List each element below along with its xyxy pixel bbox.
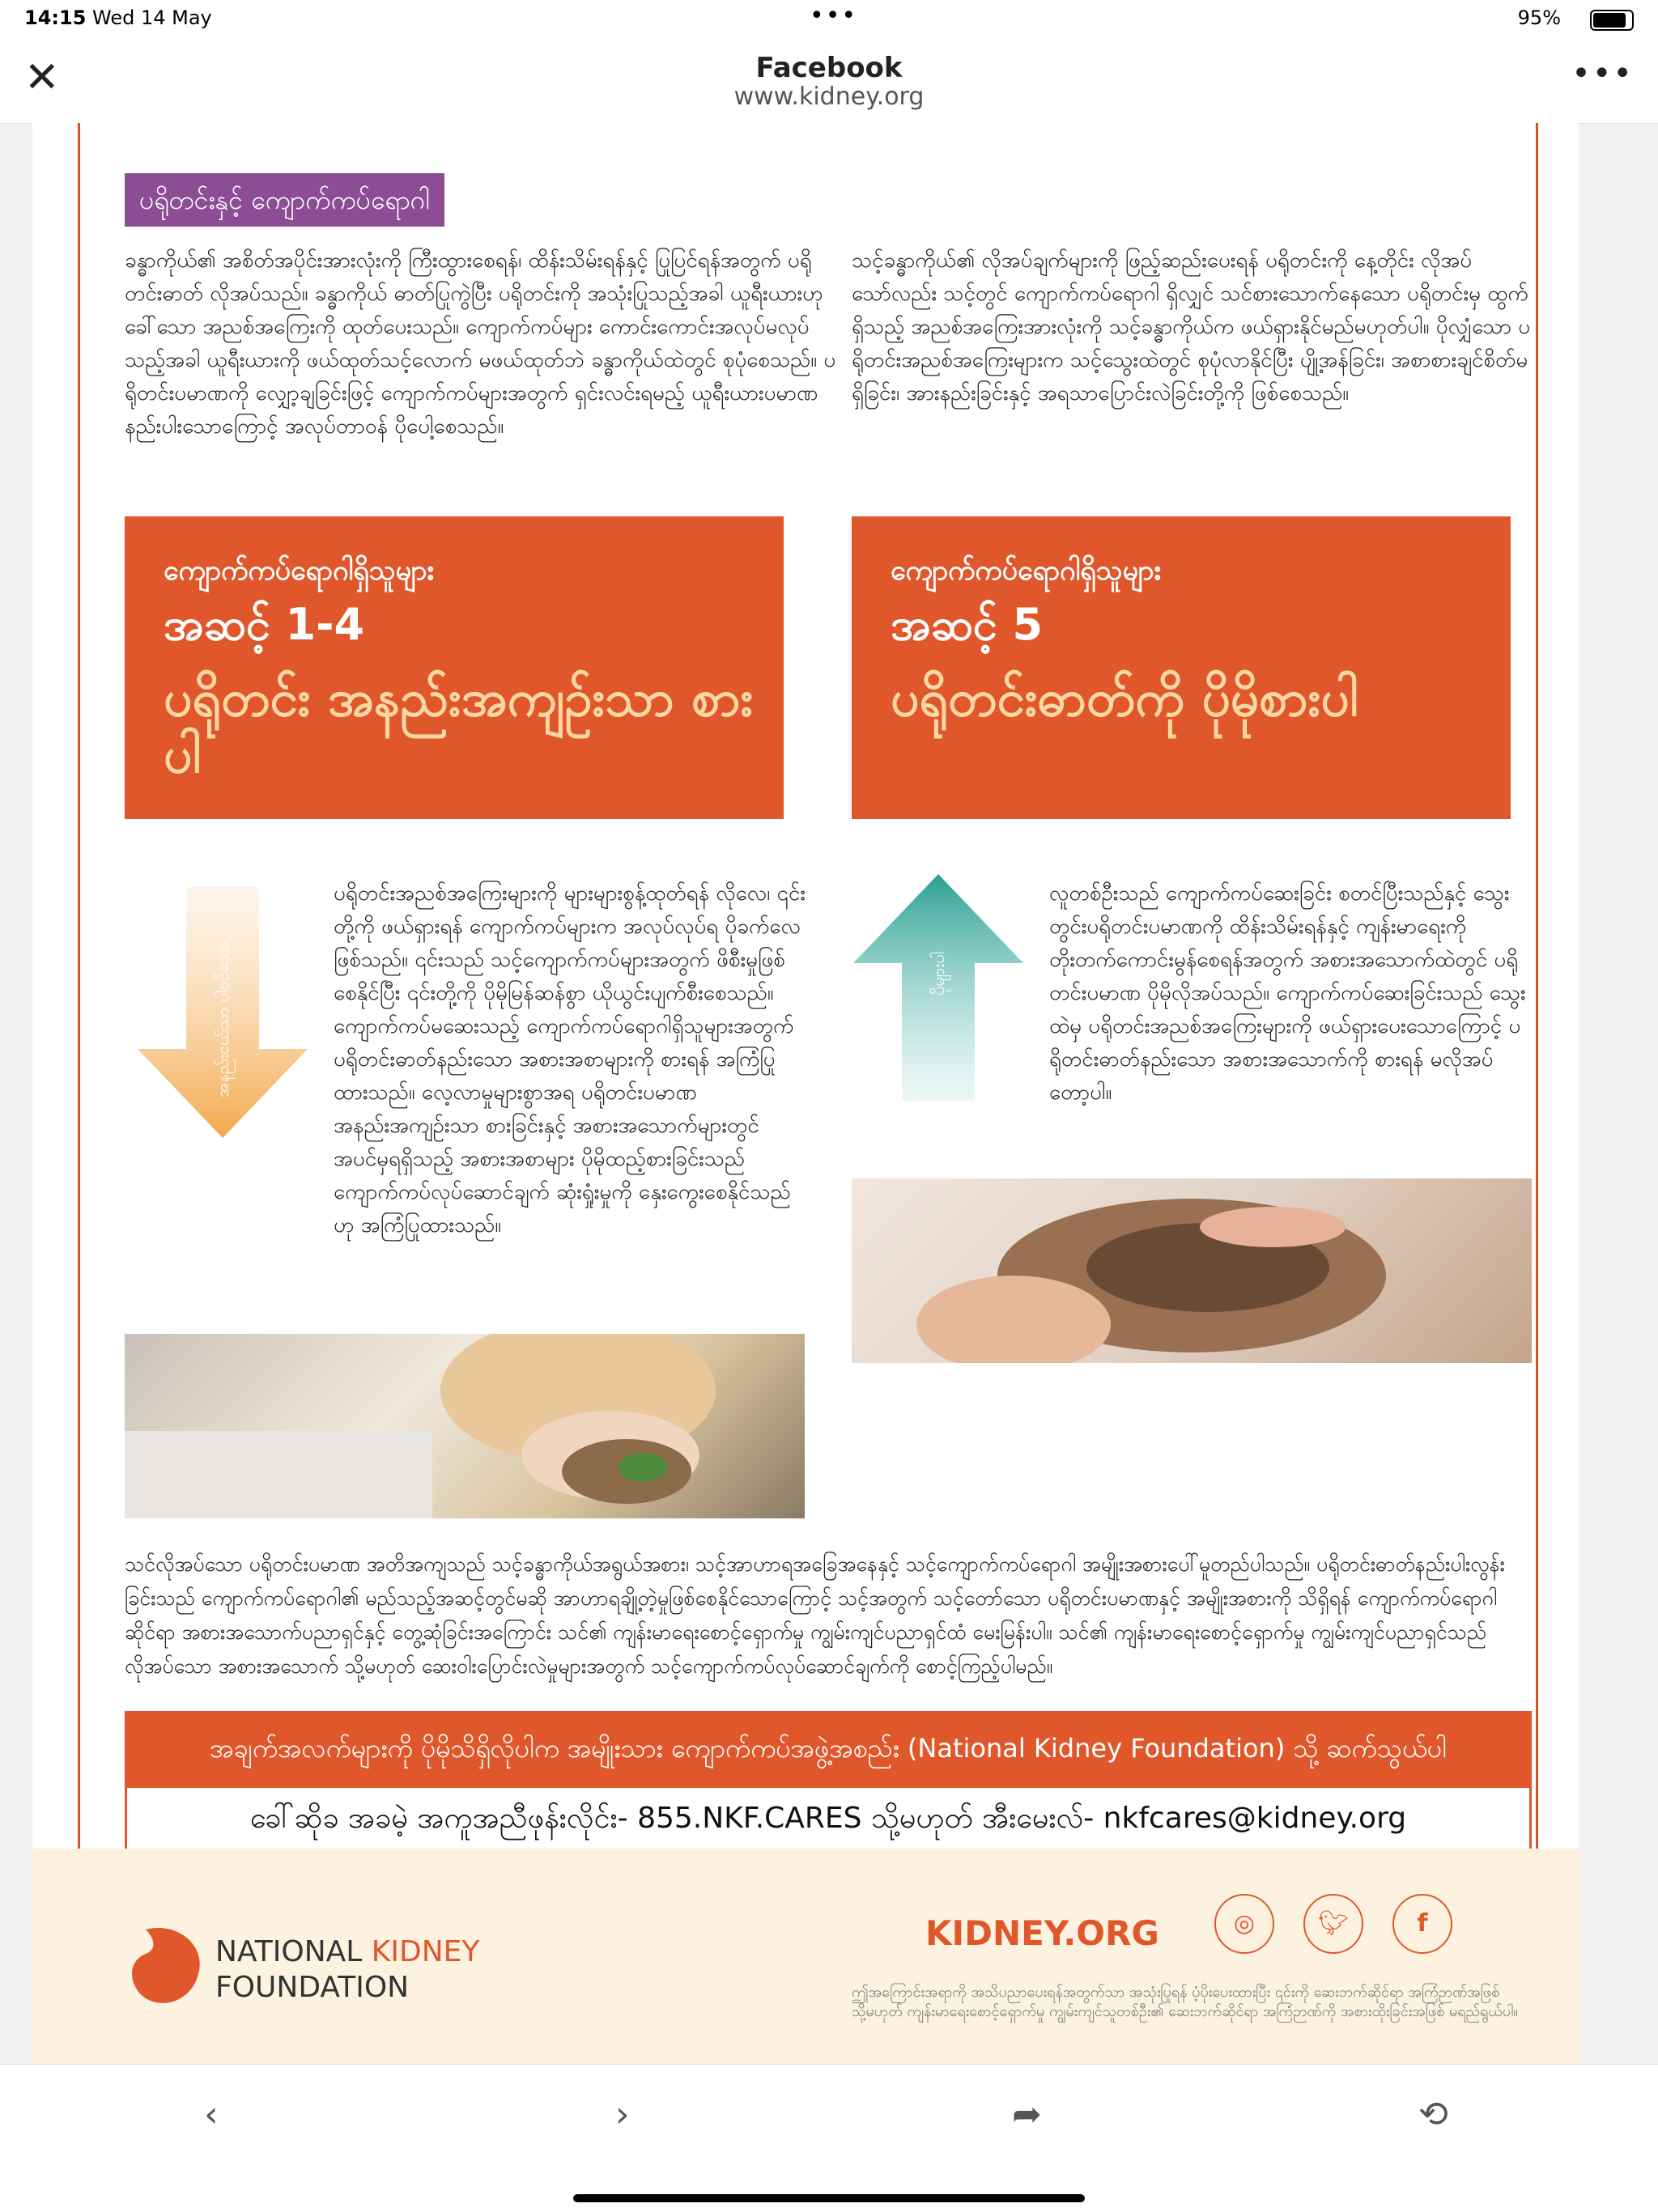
multitasking-dots[interactable]: ••• bbox=[810, 2, 858, 30]
stage-1-4-box bbox=[125, 516, 784, 819]
box-right-subtitle: ကျောက်ကပ်ရောဂါရှိသူများ bbox=[891, 554, 1162, 587]
intro-left-text: ခန္ဓာကိုယ်၏ အစိတ်အပိုင်းအားလုံးကို ကြီးထွားစေရန်၊ ထိန်းသိမ်းရန်နှင့် ပြုပြင်ရန်အတွက် ပရိုတင်းဓာတ် လိုအပ်သည်။ ခန္ဓာကိုယ် ဓာတ်ပြုကွဲပြီး ပရိုတင်းကို အသုံးပြုသည့်အခါ ယူရီးယားဟုခေါ်သော အညစ်အကြေးကို ထုတ်ပေးသည်။ ကျောက်ကပ်များ ကောင်းကောင်းအလုပ်မလုပ်သည့်အခါ ယူရီးယားကို ဖယ်ထုတ်သင့်လောက် မဖယ်ထုတ်ဘဲ ခန္ဓာကိုယ်ထဲတွင် စုပုံစေသည်။ ပရိုတင်းပမာဏကို လျှော့ချခြင်းဖြင့် ကျောက်ကပ်များအတွက် ရှင်းလင်းရမည့် ယူရီးယားပမာဏ နည်းပါးသောကြောင့် အလုပ်တာဝန် ပိုပေါ့စေသည်။ bbox=[125, 248, 836, 439]
stage-5-text: လူတစ်ဦးသည် ကျောက်ကပ်ဆေးခြင်း စတင်ပြီးသည်နှင့် သွေးတွင်းပရိုတင်းပမာဏကို ထိန်းသိမ်းရန်နှင့် ကျန်းမာရေးကို တိုးတက်ကောင်းမွန်စေရန်အတွက် အစားအသောက်ထဲတွင် ပရိုတင်းပမာဏ ပိုမိုလိုအပ်သည်။ ကျောက်ကပ်ဆေးခြင်းသည် သွေးထဲမှ ပရိုတင်းအညစ်အကြေးများကို ဖယ်ရှားပေးသောကြောင့် ပရိုတင်းဓာတ်နည်းသော အစားအသောက်ကို စားရန် မလိုအပ်တော့ပါ။ bbox=[1049, 881, 1526, 1105]
browser-header bbox=[0, 39, 1658, 124]
history-icon[interactable]: ⟲ bbox=[1418, 2094, 1448, 2135]
back-icon[interactable]: ‹ bbox=[204, 2094, 219, 2135]
status-date: Wed 14 May bbox=[92, 6, 212, 29]
instagram-icon[interactable]: ◎ bbox=[1214, 1894, 1274, 1954]
home-indicator[interactable] bbox=[573, 2194, 1085, 2202]
woman-eating-photo bbox=[125, 1334, 805, 1518]
kidney-org-link[interactable]: KIDNEY.ORG bbox=[925, 1913, 1159, 1953]
arrow-right-label: ပိုများပါ bbox=[929, 951, 948, 996]
page-title: Facebook bbox=[755, 52, 903, 84]
disclaimer-text: ဤအကြောင်းအရာကို အသိပညာပေးရန်အတွက်သာ အသုံးပြုရန် ပံ့ပိုးပေးထားပြီး ၎င်းကို ဆေးဘက်ဆိုင်ရာ အကြံဉာဏ်အဖြစ် သို့မဟုတ် ကျန်းမာရေးစောင့်ရှောက်မှု ကျွမ်းကျင်သူတစ်ဦး၏ ဆေးဘက်ဆိုင်ရာ အကြံဉာဏ်ကို အစားထိုးခြင်းအဖြစ် မရည်ရွယ်ပါ။ bbox=[852, 1984, 1518, 2020]
box-right-headline: ပရိုတင်းဓာတ်ကို ပိုမိုစားပါ bbox=[891, 669, 1358, 728]
contact-banner: အချက်အလက်များကို ပိုမိုသိရှိလိုပါက အမျိုးသား ကျောက်ကပ်အဖွဲ့အစည်း (National Kidney Foundation) သို့ ဆက်သွယ်ပါ bbox=[125, 1711, 1532, 1785]
logo-word-kidney: KIDNEY bbox=[371, 1935, 480, 1968]
battery-percent: 95% bbox=[1517, 6, 1561, 29]
document-footer bbox=[32, 1849, 1579, 2064]
more-options-icon[interactable]: ••• bbox=[1571, 55, 1634, 92]
logo-word-national: NATIONAL bbox=[215, 1935, 372, 1968]
box-left-headline: ပရိုတင်း အနည်းအကျဉ်းသာ စားပါ bbox=[164, 669, 754, 784]
intro-right-text: သင့်ခန္ဓာကိုယ်၏ လိုအပ်ချက်များကို ဖြည့်ဆည်းပေးရန် ပရိုတင်းကို နေ့တိုင်း လိုအပ်သော်လည်း သင့်တွင် ကျောက်ကပ်ရောဂါ ရှိလျှင် သင်စားသောက်နေသော ပရိုတင်းမှ ထွက်ရှိသည့် အညစ်အကြေးအားလုံးကို သင့်ခန္ဓာကိုယ်က ဖယ်ရှားနိုင်မည်မဟုတ်ပါ။ ပိုလျှံသော ပရိုတင်းအညစ်အကြေးများက သင့်သွေးထဲတွင် စုပုံလာနိုင်ပြီး ပျို့အန်ခြင်း၊ အစာစားချင်စိတ်မရှိခြင်း၊ အားနည်းခြင်းနှင့် အရသာပြောင်းလဲခြင်းတို့ကို ဖြစ်စေသည်။ bbox=[852, 248, 1531, 405]
arrow-down-icon bbox=[138, 887, 308, 1138]
stage-1-4-text: ပရိုတင်းအညစ်အကြေးများကို များများစွန့်ထုတ်ရန် လိုလေ၊ ၎င်းတို့ကို ဖယ်ရှားရန် ကျောက်ကပ်များက အလုပ်လုပ်ရ ပိုခက်လေဖြစ်သည်။ ၎င်းသည် သင့်ကျောက်ကပ်များအတွက် ဖိစီးမှုဖြစ်စေနိုင်ပြီး ၎င်းတို့ကို ပိုမိုမြန်ဆန်စွာ ယိုယွင်းပျက်စီးစေသည်။ ကျောက်ကပ်မဆေးသည့် ကျောက်ကပ်ရောဂါရှိသူများအတွက် ပရိုတင်းဓာတ်နည်းသော အစားအစာများကို စားရန် အကြံပြုထားသည်။ လေ့လာမှုများစွာအရ ပရိုတင်းပမာဏ အနည်းအကျဉ်းသာ စားခြင်းနှင့် အစားအသောက်များတွင် အပင်မှရရှိသည့် အစားအစာများ ပိုမိုထည့်စားခြင်းသည် ကျောက်ကပ်လုပ်ဆောင်ချက် ဆုံးရှုံးမှုကို နှေးကွေးစေနိုင်သည်ဟု အကြံပြုထားသည်။ bbox=[334, 881, 806, 1238]
share-icon[interactable]: ➦ bbox=[1012, 2094, 1042, 2135]
twitter-icon[interactable]: 🐦︎ bbox=[1303, 1894, 1363, 1954]
arrow-left-label: အနည်းငယ်သာ ပါဝင်သော bbox=[213, 941, 232, 1098]
box-left-stage: အဆင့် 1-4 bbox=[164, 599, 365, 650]
close-icon[interactable]: ✕ bbox=[24, 53, 60, 102]
box-left-subtitle: ကျောက်ကပ်ရောဂါရှိသူများ bbox=[164, 554, 435, 587]
status-time: 14:15 bbox=[24, 6, 87, 29]
arrow-up-icon bbox=[853, 874, 1023, 1101]
burger-photo bbox=[852, 1178, 1532, 1363]
box-right-stage: အဆင့် 5 bbox=[891, 599, 1044, 650]
forward-icon[interactable]: › bbox=[615, 2094, 630, 2135]
status-bar bbox=[0, 0, 1658, 39]
contact-details[interactable]: ခေါ်ဆိုခ အခမဲ့ အကူအညီဖုန်းလိုင်း- 855.NKF.CARES သို့မဟုတ် အီးမေးလ်- nkfcares@kidney.org bbox=[125, 1785, 1532, 1852]
logo-word-foundation: FOUNDATION bbox=[215, 1971, 410, 2004]
page-url: www.kidney.org bbox=[733, 83, 925, 111]
nkf-logo-text bbox=[215, 1934, 479, 2006]
stage-5-box bbox=[852, 516, 1511, 819]
document-page bbox=[32, 123, 1579, 2064]
battery-icon bbox=[1590, 10, 1634, 31]
section-tag: ပရိုတင်းနှင့် ကျောက်ကပ်ရောဂါ bbox=[125, 173, 444, 227]
nkf-logo-icon bbox=[121, 1921, 210, 2010]
bottom-paragraph: သင်လိုအပ်သော ပရိုတင်းပမာဏ အတိအကျသည် သင့်ခန္ဓာကိုယ်အရွယ်အစား၊ သင့်အာဟာရအခြေအနေနှင့် သင့်ကျောက်ကပ်ရောဂါ အမျိုးအစားပေါ်မူတည်ပါသည်။ ပရိုတင်းဓာတ်နည်းပါးလွန်းခြင်းသည် ကျောက်ကပ်ရောဂါ၏ မည်သည့်အဆင့်တွင်မဆို အာဟာရချို့တဲ့မှုဖြစ်စေနိုင်သောကြောင့် သင့်အတွက် သင့်တော်သော ပရိုတင်းပမာဏနှင့် အမျိုးအစားကို သိရှိရန် ကျောက်ကပ်ရောဂါဆိုင်ရာ အစားအသောက်ပညာရှင်နှင့် တွေ့ဆုံခြင်းအကြောင်း သင်၏ ကျန်းမာရေးစောင့်ရှောက်မှု ကျွမ်းကျင်ပညာရှင်ထံ မေးမြန်းပါ။ သင်၏ ကျန်းမာရေးစောင့်ရှောက်မှု ကျွမ်းကျင်ပညာရှင်သည် လိုအပ်သော အစားအသောက် သို့မဟုတ် ဆေးဝါးပြောင်းလဲမှုများအတွက် သင့်ကျောက်ကပ်လုပ်ဆောင်ချက်ကို စောင့်ကြည့်ပါမည်။ bbox=[125, 1552, 1506, 1678]
facebook-icon[interactable]: f bbox=[1392, 1894, 1452, 1954]
browser-toolbar bbox=[0, 2064, 1658, 2212]
